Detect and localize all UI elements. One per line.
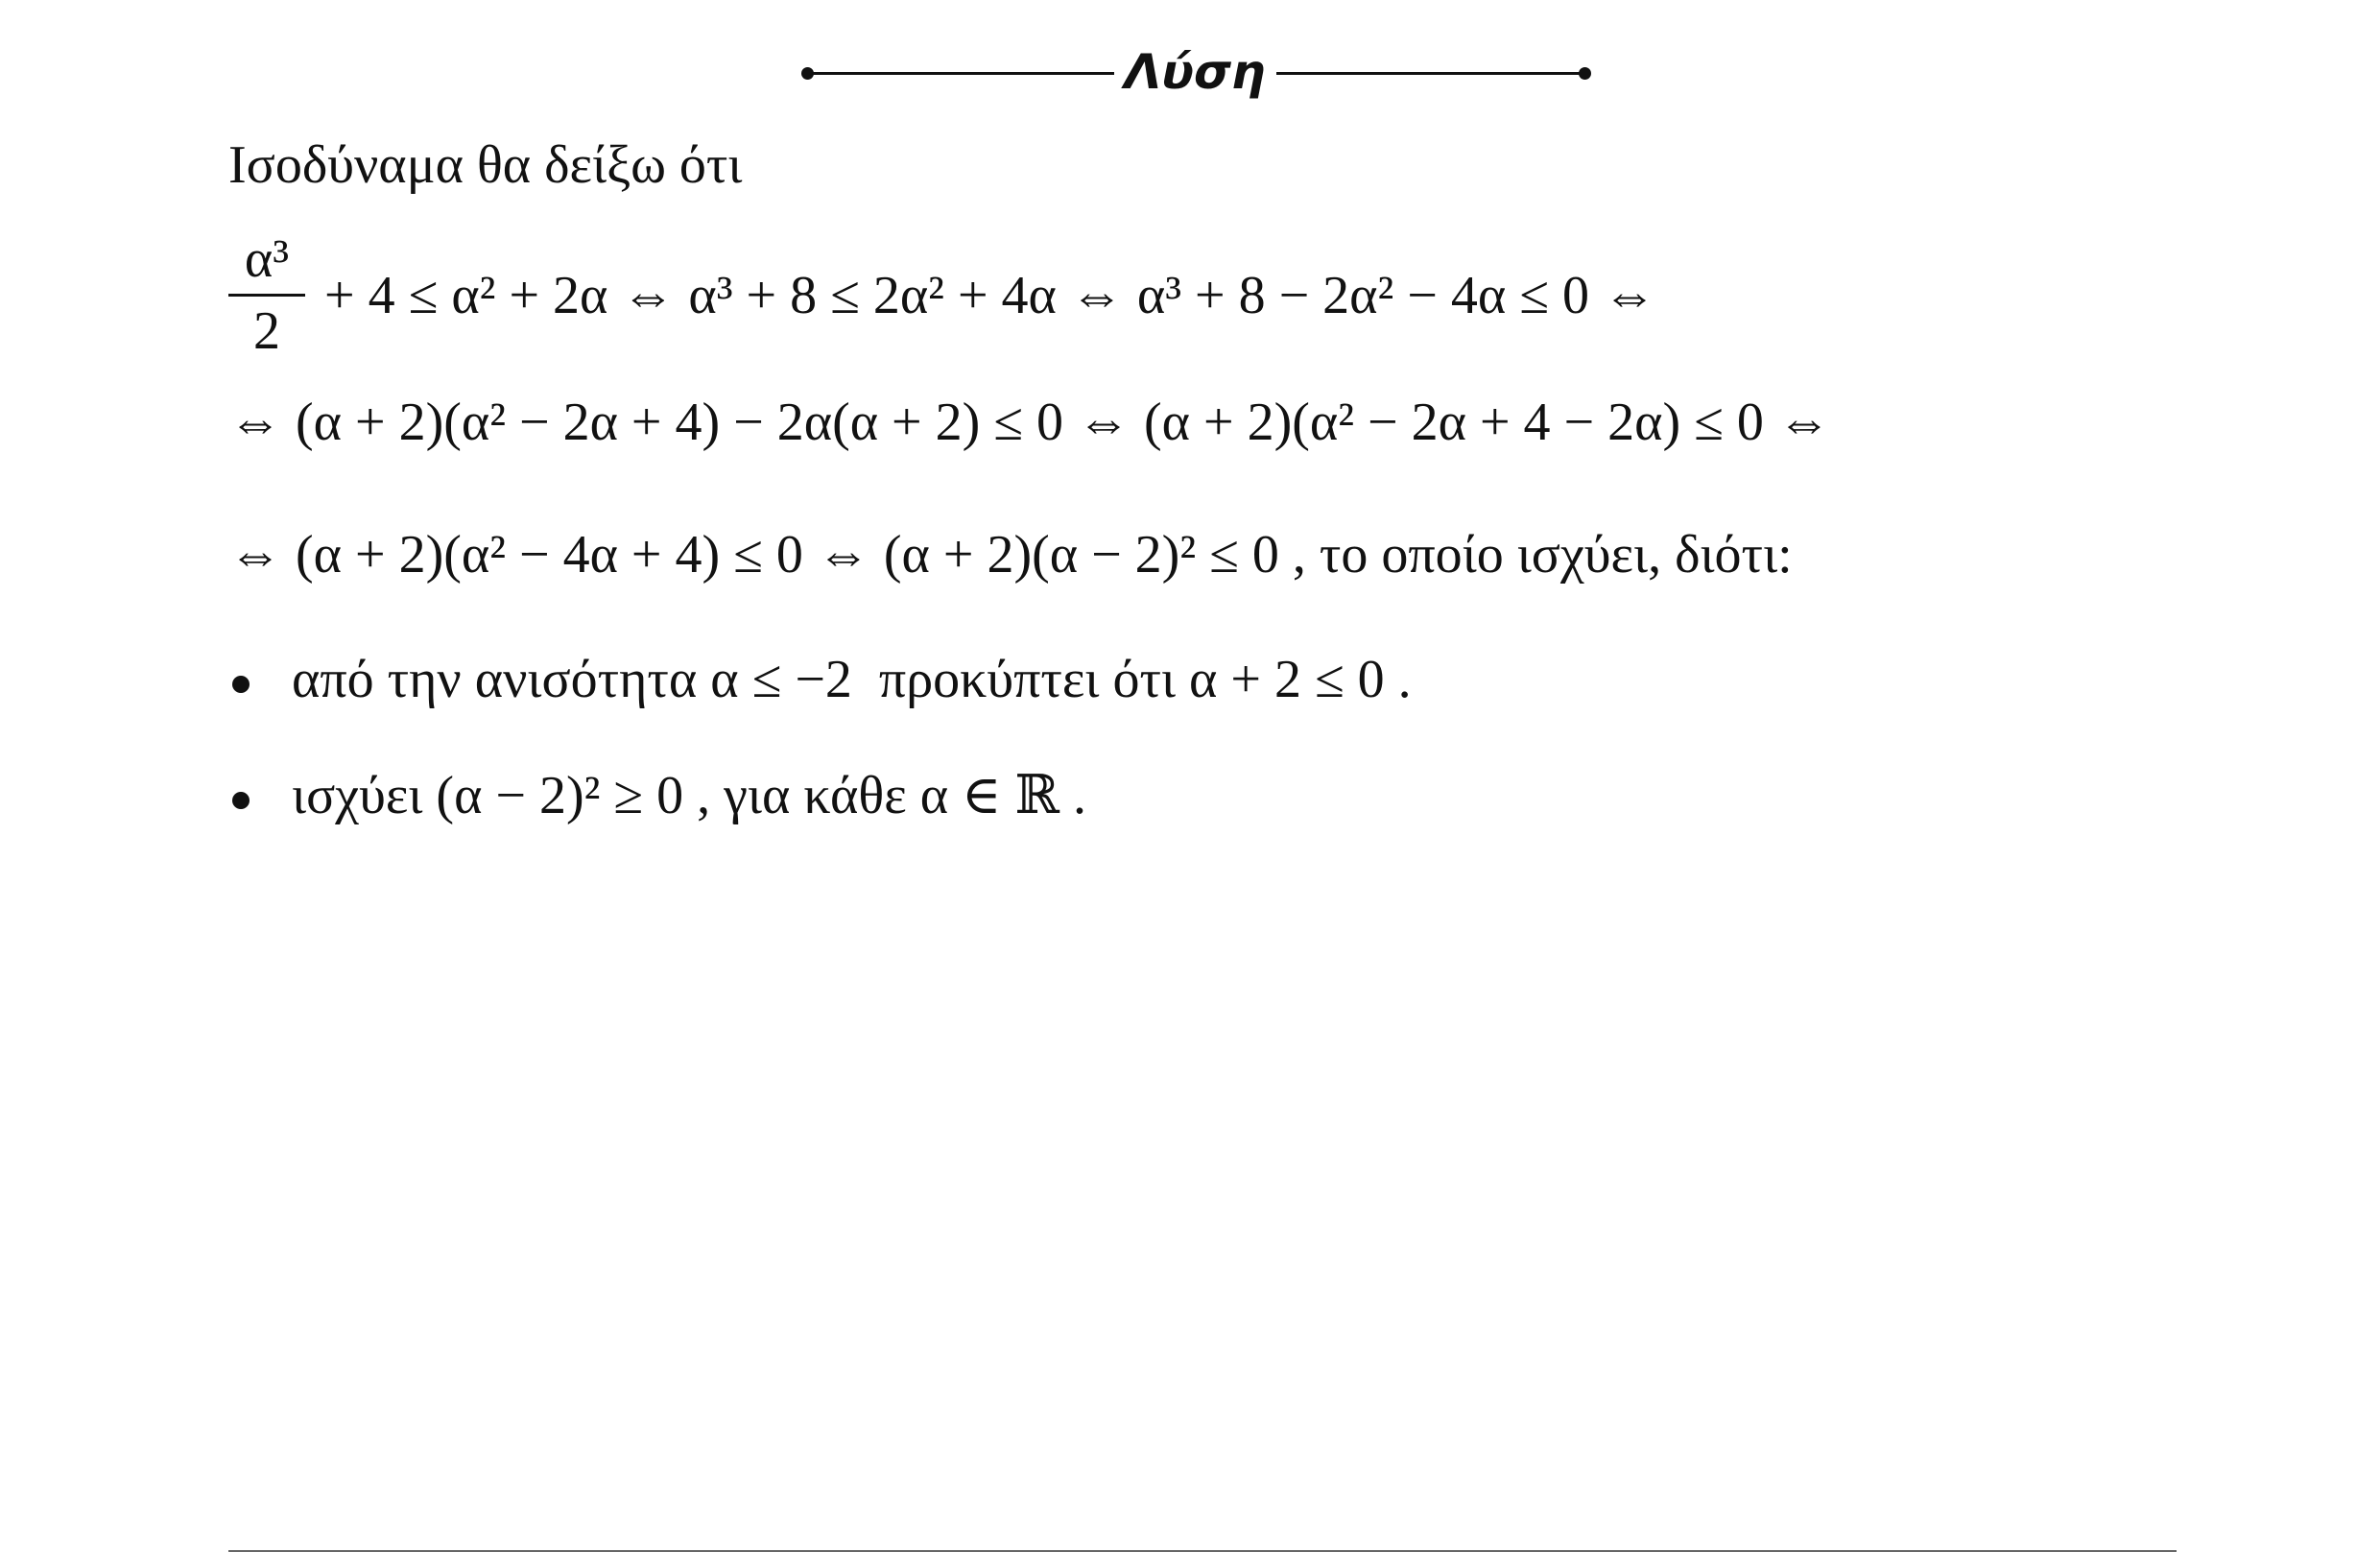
list-item	[228, 764, 1086, 826]
bullet-icon	[232, 676, 250, 693]
header-right-rule	[1276, 72, 1584, 75]
header-right-dot	[1579, 67, 1591, 80]
list-item	[228, 649, 1412, 710]
equation-3-text: ⇔ (α + 2)(α² − 4α + 4) ≤ 0 ⇔ (α + 2)(α − 2)² ≤ 0 , το οποίο ισχύει, διότι:	[228, 525, 1793, 585]
section-title: Λύση	[1124, 44, 1266, 100]
fraction-denominator: 2	[253, 301, 280, 361]
fraction	[228, 230, 305, 360]
fraction-bar	[228, 294, 305, 297]
equation-1-text: + 4 ≤ α² + 2α ⇔ α³ + 8 ≤ 2α² + 4α ⇔ α³ + 8 − 2α² − 4α ≤ 0 ⇔	[324, 266, 1656, 325]
section-header	[0, 38, 2380, 106]
header-left-rule	[807, 72, 1114, 75]
equation-2-text: ⇔ (α + 2)(α² − 2α + 4) − 2α(α + 2) ≤ 0 ⇔ (α + 2)(α² − 2α + 4 − 2α) ≤ 0 ⇔	[228, 393, 1831, 452]
equation-line-2	[228, 394, 1831, 451]
bullet-icon	[232, 792, 250, 809]
fraction-numerator: α³	[244, 229, 290, 289]
equation-line-3	[228, 526, 1793, 584]
list-item-text: ισχύει (α − 2)² ≥ 0 , για κάθε α ∈ ℝ .	[292, 766, 1087, 825]
list-item-text: από την ανισότητα α ≤ −2 προκύπτει ότι α + 2 ≤ 0 .	[292, 650, 1412, 709]
intro-text: Ισοδύναμα θα δείξω ότι	[228, 135, 743, 195]
